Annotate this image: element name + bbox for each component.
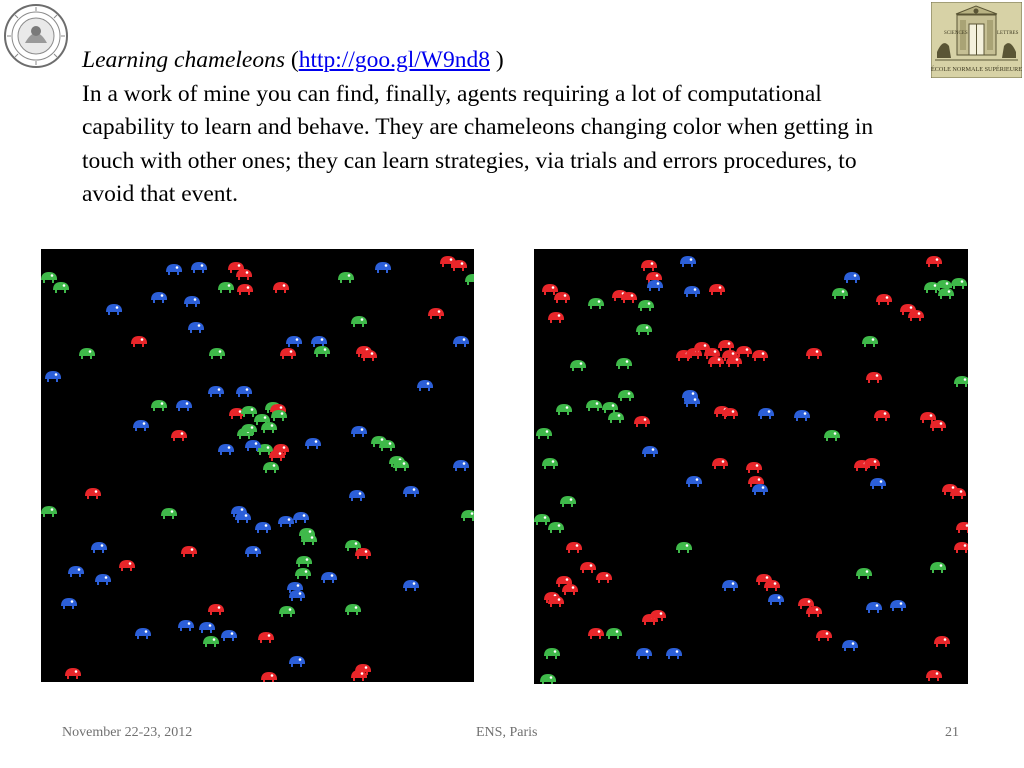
right-chameleon-39 (866, 372, 882, 383)
left-chameleon-90 (178, 620, 194, 631)
right-chameleon-8 (554, 292, 570, 303)
left-chameleon-4 (191, 262, 207, 273)
right-chameleon-97 (636, 648, 652, 659)
right-chameleon-42 (586, 400, 602, 411)
right-chameleon-3 (680, 256, 696, 267)
left-chameleon-25 (314, 346, 330, 357)
left-chameleon-41 (271, 410, 287, 421)
right-chameleon-87 (806, 606, 822, 617)
left-chameleon-61 (85, 488, 101, 499)
ens-name-text: ÉCOLE NORMALE SUPÉRIEURE (931, 66, 1022, 73)
right-chameleon-1 (641, 260, 657, 271)
right-chameleon-104 (540, 674, 556, 684)
left-chameleon-14 (465, 274, 474, 285)
page-number: 21 (945, 725, 959, 740)
right-chameleon-45 (618, 390, 634, 401)
simulation-left-image (41, 249, 474, 682)
left-chameleon-17 (184, 296, 200, 307)
left-chameleon-28 (361, 350, 377, 361)
right-chameleon-48 (684, 396, 700, 407)
right-chameleon-5 (709, 284, 725, 295)
left-chameleon-78 (181, 546, 197, 557)
right-chameleon-81 (676, 542, 692, 553)
left-chameleon-63 (161, 508, 177, 519)
left-chameleon-83 (355, 548, 371, 559)
right-chameleon-101 (842, 640, 858, 651)
right-chameleon-13 (832, 288, 848, 299)
right-chameleon-32 (718, 340, 734, 351)
left-chameleon-58 (393, 460, 409, 471)
right-chameleon-92 (890, 600, 906, 611)
reference-link[interactable]: http://goo.gl/W9nd8 (298, 47, 490, 73)
left-chameleon-29 (428, 308, 444, 319)
left-chameleon-67 (278, 516, 294, 527)
right-chameleon-52 (794, 410, 810, 421)
right-chameleon-71 (548, 522, 564, 533)
right-chameleon-53 (824, 430, 840, 441)
left-chameleon-89 (208, 604, 224, 615)
left-chameleon-60 (263, 462, 279, 473)
left-chameleon-23 (286, 336, 302, 347)
left-chameleon-68 (293, 512, 309, 523)
left-chameleon-76 (95, 574, 111, 585)
right-chameleon-91 (866, 602, 882, 613)
left-chameleon-66 (255, 522, 271, 533)
left-chameleon-86 (321, 572, 337, 583)
left-chameleon-10 (338, 272, 354, 283)
right-chameleon-17 (908, 310, 924, 321)
right-chameleon-4 (647, 280, 663, 291)
right-chameleon-38 (862, 336, 878, 347)
right-chameleon-35 (736, 346, 752, 357)
right-chameleon-6 (684, 286, 700, 297)
left-chameleon-88 (61, 598, 77, 609)
right-chameleon-26 (570, 360, 586, 371)
left-chameleon-71 (349, 490, 365, 501)
left-chameleon-1 (41, 272, 57, 283)
left-chameleon-65 (235, 512, 251, 523)
left-chameleon-54 (417, 380, 433, 391)
right-chameleon-70 (534, 514, 550, 525)
left-chameleon-6 (236, 269, 252, 280)
left-chameleon-94 (258, 632, 274, 643)
left-chameleon-26 (351, 316, 367, 327)
left-chameleon-16 (151, 292, 167, 303)
right-chameleon-94 (650, 610, 666, 621)
right-chameleon-84 (764, 580, 780, 591)
left-chameleon-95 (279, 606, 295, 617)
left-chameleon-72 (403, 486, 419, 497)
left-chameleon-93 (221, 630, 237, 641)
right-chameleon-102 (934, 636, 950, 647)
right-chameleon-58 (542, 458, 558, 469)
right-chameleon-89 (930, 562, 946, 573)
right-chameleon-54 (874, 410, 890, 421)
right-chameleon-72 (560, 496, 576, 507)
left-chameleon-8 (237, 284, 253, 295)
footer-date: November 22-23, 2012 (62, 725, 193, 740)
simulation-right-canvas (534, 249, 968, 684)
open-paren: ( (290, 47, 299, 73)
left-chameleon-18 (188, 322, 204, 333)
right-chameleon-63 (864, 458, 880, 469)
left-chameleon-99 (65, 668, 81, 679)
right-chameleon-76 (596, 572, 612, 583)
left-chameleon-87 (403, 580, 419, 591)
left-chameleon-80 (296, 556, 312, 567)
left-chameleon-81 (295, 568, 311, 579)
left-chameleon-46 (261, 422, 277, 433)
right-chameleon-90 (954, 542, 968, 553)
left-chameleon-31 (45, 371, 61, 382)
left-chameleon-20 (79, 348, 95, 359)
right-chameleon-22 (926, 256, 942, 267)
right-chameleon-10 (638, 300, 654, 311)
left-chameleon-24 (311, 336, 327, 347)
left-chameleon-37 (241, 406, 257, 417)
left-chameleon-52 (305, 438, 321, 449)
left-chameleon-75 (68, 566, 84, 577)
right-chameleon-64 (870, 478, 886, 489)
right-chameleon-98 (666, 648, 682, 659)
right-chameleon-59 (642, 446, 658, 457)
left-chameleon-13 (451, 260, 467, 271)
right-chameleon-100 (816, 630, 832, 641)
left-chameleon-92 (203, 636, 219, 647)
left-chameleon-33 (176, 400, 192, 411)
left-chameleon-98 (289, 656, 305, 667)
university-seal-logo (3, 3, 69, 69)
right-chameleon-75 (580, 562, 596, 573)
simulation-left-canvas (41, 249, 474, 682)
left-chameleon-43 (171, 430, 187, 441)
right-chameleon-73 (956, 522, 968, 533)
left-chameleon-34 (208, 386, 224, 397)
left-chameleon-77 (119, 560, 135, 571)
right-chameleon-43 (602, 402, 618, 413)
right-chameleon-44 (608, 412, 624, 423)
right-chameleon-69 (950, 488, 966, 499)
right-chameleon-78 (562, 584, 578, 595)
right-chameleon-67 (752, 484, 768, 495)
ens-sciences-text: SCIENCES (944, 31, 968, 36)
left-chameleon-100 (261, 672, 277, 682)
right-chameleon-95 (588, 628, 604, 639)
right-chameleon-57 (536, 428, 552, 439)
slide-text-block (82, 44, 882, 212)
left-chameleon-74 (91, 542, 107, 553)
ens-lettres-text: LETTRES (997, 31, 1019, 36)
right-chameleon-61 (746, 462, 762, 473)
right-chameleon-34 (726, 356, 742, 367)
right-chameleon-82 (722, 580, 738, 591)
left-chameleon-79 (245, 546, 261, 557)
right-chameleon-15 (876, 294, 892, 305)
left-chameleon-19 (131, 336, 147, 347)
left-chameleon-97 (135, 628, 151, 639)
left-chameleon-7 (218, 282, 234, 293)
ens-logo (931, 2, 1022, 78)
right-chameleon-37 (806, 348, 822, 359)
left-chameleon-59 (453, 460, 469, 471)
right-chameleon-20 (938, 288, 954, 299)
right-chameleon-50 (722, 408, 738, 419)
left-chameleon-42 (133, 420, 149, 431)
footer-venue: ENS, Paris (476, 725, 538, 740)
left-chameleon-73 (461, 510, 474, 521)
left-chameleon-70 (301, 534, 317, 545)
left-chameleon-51 (269, 450, 285, 461)
right-chameleon-41 (556, 404, 572, 415)
right-chameleon-14 (844, 272, 860, 283)
simulation-right-image (534, 249, 968, 684)
left-chameleon-21 (209, 348, 225, 359)
right-chameleon-65 (686, 476, 702, 487)
left-chameleon-3 (166, 264, 182, 275)
slide-title: Learning chameleons (82, 47, 285, 73)
left-chameleon-11 (375, 262, 391, 273)
left-chameleon-30 (453, 336, 469, 347)
left-chameleon-62 (41, 506, 57, 517)
left-chameleon-2 (53, 282, 69, 293)
right-chameleon-7 (542, 284, 558, 295)
left-chameleon-85 (289, 590, 305, 601)
left-chameleon-91 (199, 622, 215, 633)
right-chameleon-56 (930, 420, 946, 431)
left-chameleon-22 (280, 348, 296, 359)
right-chameleon-25 (616, 358, 632, 369)
right-chameleon-88 (856, 568, 872, 579)
right-chameleon-80 (548, 596, 564, 607)
left-chameleon-9 (273, 282, 289, 293)
right-chameleon-60 (712, 458, 728, 469)
right-chameleon-96 (606, 628, 622, 639)
right-chameleon-12 (621, 292, 637, 303)
right-chameleon-46 (634, 416, 650, 427)
left-chameleon-48 (218, 444, 234, 455)
left-chameleon-15 (106, 304, 122, 315)
right-chameleon-103 (926, 670, 942, 681)
right-chameleon-51 (758, 408, 774, 419)
left-chameleon-53 (351, 426, 367, 437)
right-chameleon-36 (752, 350, 768, 361)
right-chameleon-85 (768, 594, 784, 605)
right-chameleon-40 (954, 376, 968, 387)
right-chameleon-23 (548, 312, 564, 323)
left-chameleon-32 (151, 400, 167, 411)
right-chameleon-21 (951, 278, 967, 289)
right-chameleon-99 (544, 648, 560, 659)
body-paragraph: In a work of mine you can find, finally, agents requiring a lot of computational capability to learn and behave. They are chameleons changing color when getting in touch with other ones; they can learn strategies, via trials and errors procedures, to avoid that event. (82, 80, 874, 207)
right-chameleon-9 (588, 298, 604, 309)
right-chameleon-24 (636, 324, 652, 335)
left-chameleon-56 (379, 440, 395, 451)
left-chameleon-96 (345, 604, 361, 615)
close-paren: ) (489, 47, 504, 73)
right-chameleon-31 (708, 356, 724, 367)
left-chameleon-35 (236, 386, 252, 397)
right-chameleon-74 (566, 542, 582, 553)
title-line (82, 44, 882, 78)
